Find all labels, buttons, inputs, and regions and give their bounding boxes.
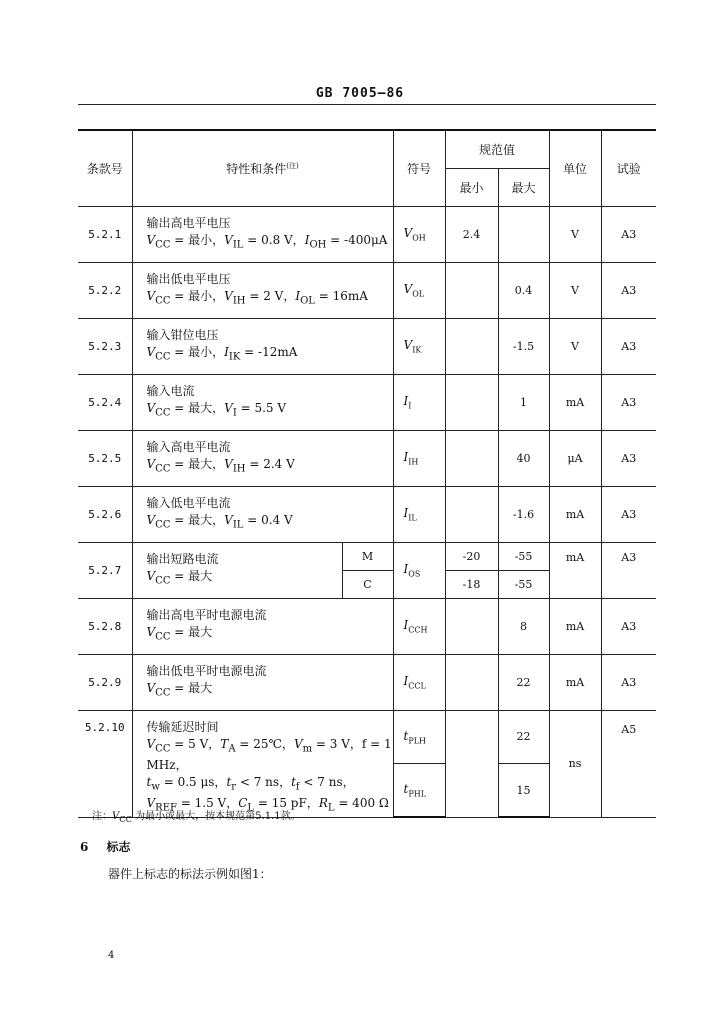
condition-cell <box>132 542 342 598</box>
symbol-subscript: CCL <box>408 681 426 691</box>
min-value: 2.4 <box>445 206 498 262</box>
test-value: A3 <box>601 654 656 710</box>
condition-text: $V_{CC}$ = 最大，$V_{IH} = 2.4$ V <box>146 456 295 475</box>
condition-cell <box>132 710 393 817</box>
symbol-cell <box>393 262 445 318</box>
table-row <box>78 430 656 486</box>
symbol-cell <box>393 374 445 430</box>
symbol-letter: I <box>403 505 409 520</box>
header-condition <box>132 130 393 206</box>
symbol-subscript: OS <box>408 569 421 579</box>
max-value: 1 <box>498 374 549 430</box>
max-value: -1.5 <box>498 318 549 374</box>
header-unit: 单位 <box>549 130 601 206</box>
condition-title: 输入钳位电压 <box>146 327 219 342</box>
condition-cell <box>132 262 393 318</box>
header-max: 最大 <box>498 168 549 206</box>
test-value: A3 <box>601 374 656 430</box>
condition-text: $V_{CC} = 5$ V，$T_A$ = 25℃，$V_m = 3$ V，f = 1 MHz， <box>146 736 392 772</box>
condition-text: $V_{REF} = 1.5$ V，$C_L = 15$ pF，$R_L = 400$ Ω <box>146 796 389 814</box>
min-value: -20 <box>445 542 498 570</box>
clause-number: 5.2.4 <box>78 374 132 430</box>
min-value <box>445 486 498 542</box>
header-min: 最小 <box>445 168 498 206</box>
unit-value: ns <box>549 710 601 817</box>
condition-title: 输出低电平电压 <box>146 271 231 286</box>
header-condition-note: (注) <box>286 161 299 170</box>
table-note: 注：$V_{CC}$ 为最小或最大，按本规范第5.1.1款。 <box>92 811 301 824</box>
table-row <box>78 206 656 262</box>
symbol-cell <box>393 542 445 598</box>
unit-value: mA <box>549 654 601 710</box>
max-value: 22 <box>498 710 549 764</box>
condition-title: 输出高电平时电源电流 <box>146 607 267 622</box>
symbol-letter: I <box>403 673 409 688</box>
header-symbol: 符号 <box>393 130 445 206</box>
table-row <box>78 374 656 430</box>
test-value: A3 <box>601 430 656 486</box>
condition-cell <box>132 486 393 542</box>
clause-number: 5.2.8 <box>78 598 132 654</box>
header-clause: 条款号 <box>78 130 132 206</box>
test-value: A3 <box>601 542 656 598</box>
table-row <box>78 654 656 710</box>
min-value <box>445 598 498 654</box>
grade-label: M <box>342 542 393 570</box>
symbol-letter: I <box>403 393 409 408</box>
condition-text: $V_{CC}$ = 最大，$V_I = 5.5$ V <box>146 400 287 419</box>
symbol-cell <box>393 430 445 486</box>
section-title: 标志 <box>106 840 131 854</box>
clause-number: 5.2.3 <box>78 318 132 374</box>
table-row <box>78 486 656 542</box>
symbol-subscript: OH <box>412 233 426 243</box>
clause-number: 5.2.5 <box>78 430 132 486</box>
unit-value: mA <box>549 542 601 598</box>
condition-cell <box>132 318 393 374</box>
test-value: A3 <box>601 598 656 654</box>
min-value <box>445 318 498 374</box>
table-row <box>78 542 656 570</box>
symbol-subscript: PHL <box>408 789 427 799</box>
grade-label: C <box>342 570 393 598</box>
max-value: 0.4 <box>498 262 549 318</box>
condition-title: 输出高电平电压 <box>146 215 231 230</box>
symbol-letter: I <box>403 561 409 576</box>
clause-number: 5.2.1 <box>78 206 132 262</box>
test-value: A3 <box>601 318 656 374</box>
symbol-cell <box>393 598 445 654</box>
condition-cell <box>132 598 393 654</box>
symbol-letter: t <box>403 781 409 796</box>
spec-table <box>78 129 656 818</box>
symbol-letter: I <box>403 449 409 464</box>
table-row <box>78 598 656 654</box>
header-test: 试验 <box>601 130 656 206</box>
min-value <box>445 654 498 710</box>
header-rule <box>78 104 656 105</box>
test-value: A3 <box>601 262 656 318</box>
condition-text: $V_{CC}$ = 最大 <box>146 624 213 643</box>
symbol-letter: t <box>403 728 409 743</box>
condition-text: $V_{CC}$ = 最大 <box>146 568 213 587</box>
condition-text: $V_{CC}$ = 最小，$I_{IK} = -12mA$ <box>146 344 298 363</box>
unit-value: μA <box>549 430 601 486</box>
condition-title: 输出低电平时电源电流 <box>146 663 267 678</box>
symbol-subscript: OL <box>412 289 425 299</box>
max-value: 40 <box>498 430 549 486</box>
max-value: -55 <box>498 570 549 598</box>
min-value: -18 <box>445 570 498 598</box>
clause-number: 5.2.2 <box>78 262 132 318</box>
condition-title: 输入电流 <box>146 383 195 398</box>
symbol-cell <box>393 318 445 374</box>
clause-number: 5.2.9 <box>78 654 132 710</box>
section-paragraph: 器件上标志的标法示例如图1： <box>108 867 272 881</box>
page-number: 4 <box>108 950 115 961</box>
table-row <box>78 710 656 764</box>
max-value: 8 <box>498 598 549 654</box>
header-spec: 规范值 <box>445 130 549 168</box>
unit-value: mA <box>549 486 601 542</box>
symbol-subscript: I <box>408 401 412 411</box>
symbol-cell <box>393 486 445 542</box>
condition-cell <box>132 654 393 710</box>
condition-text: $V_{CC}$ = 最大 <box>146 680 213 699</box>
condition-title: 输入高电平电流 <box>146 439 231 454</box>
clause-number: 5.2.6 <box>78 486 132 542</box>
section-heading <box>80 838 131 855</box>
max-value: -55 <box>498 542 549 570</box>
unit-value: V <box>549 206 601 262</box>
test-value: A5 <box>601 710 656 817</box>
header-condition-label: 特性和条件 <box>226 161 287 176</box>
min-value <box>445 430 498 486</box>
min-value <box>445 374 498 430</box>
symbol-subscript: IH <box>408 457 419 467</box>
section-number: 6 <box>80 840 89 854</box>
max-value: 22 <box>498 654 549 710</box>
clause-number: 5.2.7 <box>78 542 132 598</box>
symbol-subscript: PLH <box>408 735 427 745</box>
table-row <box>78 318 656 374</box>
table-row <box>78 262 656 318</box>
test-value: A3 <box>601 486 656 542</box>
condition-title: 传输延迟时间 <box>146 719 219 734</box>
symbol-subscript: IL <box>408 513 417 523</box>
document-header: GB 7005—86 <box>315 86 405 101</box>
symbol-letter: V <box>403 337 413 352</box>
min-value <box>445 710 498 817</box>
max-value <box>498 206 549 262</box>
symbol-subscript: CCH <box>408 625 428 635</box>
symbol-cell <box>393 764 445 818</box>
symbol-cell <box>393 206 445 262</box>
symbol-cell <box>393 710 445 764</box>
symbol-subscript: IK <box>412 345 422 355</box>
symbol-cell <box>393 654 445 710</box>
max-value: -1.6 <box>498 486 549 542</box>
condition-cell <box>132 206 393 262</box>
min-value <box>445 262 498 318</box>
condition-title: 输出短路电流 <box>146 551 219 566</box>
symbol-letter: V <box>403 281 413 296</box>
condition-cell <box>132 374 393 430</box>
condition-text: $V_{CC}$ = 最小，$V_{IH} = 2$ V，$I_{OL} = 16mA$ <box>146 288 368 307</box>
clause-number: 5.2.10 <box>78 710 132 817</box>
max-value: 15 <box>498 764 549 818</box>
unit-value: mA <box>549 598 601 654</box>
test-value: A3 <box>601 206 656 262</box>
condition-text: $V_{CC}$ = 最小，$V_{IL} = 0.8$ V，$I_{OH} = -400\mu A$ <box>146 232 388 251</box>
unit-value: V <box>549 318 601 374</box>
symbol-letter: V <box>403 225 413 240</box>
symbol-letter: I <box>403 617 409 632</box>
condition-text: $t_w = 0.5$ μs，$t_r < 7$ ns，$t_f < 7$ ns， <box>146 774 355 793</box>
condition-cell <box>132 430 393 486</box>
condition-title: 输入低电平电流 <box>146 495 231 510</box>
unit-value: V <box>549 262 601 318</box>
unit-value: mA <box>549 374 601 430</box>
condition-text: $V_{CC}$ = 最大，$V_{IL} = 0.4$ V <box>146 512 293 531</box>
